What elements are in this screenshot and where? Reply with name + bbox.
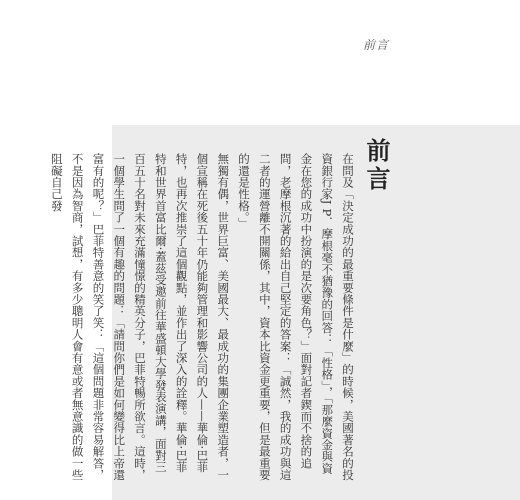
running-header: 前言 bbox=[363, 38, 390, 52]
paragraph: 在問及「決定成功的最重要條件是什麼」的時候，美國著名的投資銀行家J P．摩根毫不猶豫的回答：「性格」，「那麼資金與資金在您的成功中扮演的是次要角色？」面對記者鍥而不捨的追問，老摩根沉著的給出自己堅定的答案：「誠然，我的成功與這二者的運營離不開關係，其中，資本比資金更重要，但是最重要的還是性格。」 bbox=[237, 153, 355, 481]
chapter-title: 前言 bbox=[362, 138, 391, 194]
paragraph: 無獨有偶，世界巨富、美國最大、最成功的集團企業塑造者，一個宣稱在死後五十年仍能夠管理和影響公司的人——華倫·巴菲特，也再次推崇了這個觀點，並作出了深入的詮釋。華倫·巴菲特和世界首富比爾·蓋茲受邀前往華盛頓大學發表演講，面對三百五十名對未來充滿憧憬的精英分子，巴菲特暢所欲言。這時，一個學生問了一個有趣的問題：「請問你們是如何變得比上帝還富有的呢？」巴菲特善意的笑了笑：「這個問題非常容易解答，不是因為智商，試想，有多少聰明人會有意或者無意識的做一些阻礙自己發 bbox=[49, 153, 231, 481]
body-text bbox=[49, 153, 358, 483]
